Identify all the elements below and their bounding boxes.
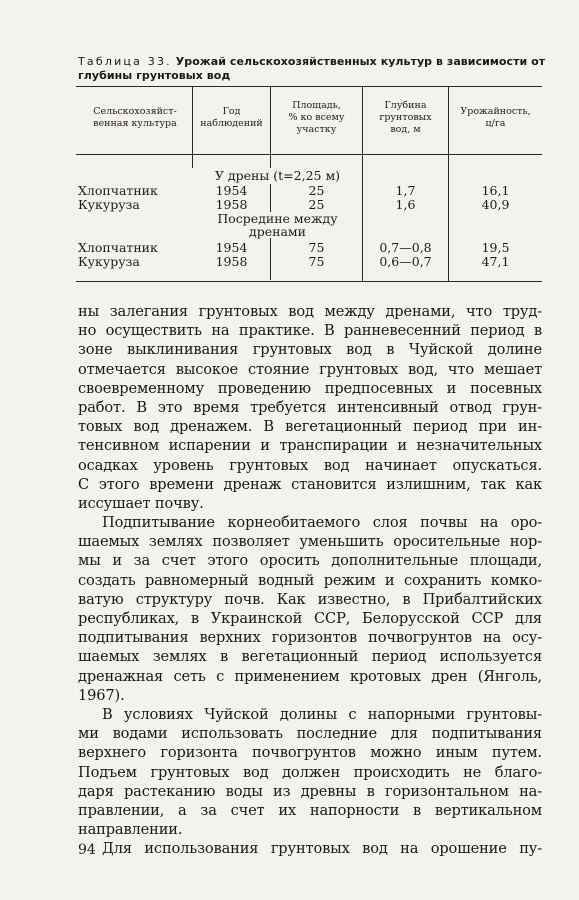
text-line: иссушает почву. <box>78 494 204 512</box>
group-label-cont: дренами <box>249 224 306 239</box>
table-cell-year: 1954 <box>215 240 248 255</box>
text-line: В условиях Чуйской долины с напорными грунтовы- <box>102 705 542 723</box>
text-line: Подъем грунтовых вод должен происходить не благо- <box>78 763 542 781</box>
header-crop <box>78 106 192 130</box>
header-yield-line: ц/га <box>485 118 506 129</box>
table-cell-yield: 47,1 <box>481 254 510 269</box>
table-cell-crop: Кукуруза <box>78 197 140 212</box>
table-caption-label: Таблица 33. <box>78 55 172 68</box>
table-cell-depth: 0,6—0,7 <box>379 254 432 269</box>
header-year-line: Год <box>222 106 241 117</box>
table-cell-yield: 16,1 <box>481 183 510 198</box>
text-line: Подпитывание корнеобитаемого слоя почвы на оро- <box>102 514 542 532</box>
text-line: ны залегания грунтовых вод между дренами, что труд- <box>78 303 542 320</box>
table-cell-year: 1958 <box>215 197 248 212</box>
text-line: дренажная сеть с применением кротовых дрен (Янголь, <box>78 667 542 685</box>
header-area-line: участку <box>296 124 337 135</box>
text-line: ватую структуру почв. Как известно, в Прибалтийских <box>78 590 542 608</box>
header-year-line: наблюдений <box>200 118 263 129</box>
text-line: ми водами использовать последние для подпитывания <box>78 725 542 743</box>
text-line: Для использования грунтовых вод на орошение пу- <box>102 840 542 858</box>
table-bottom-rule <box>76 281 542 282</box>
text-line: товых вод дренажем. В вегетационный период при ин- <box>78 418 542 436</box>
header-area <box>271 100 362 136</box>
text-line: шаемых землях в вегетационный период используется <box>78 648 542 666</box>
text-line: работ. В это время требуется интенсивный отвод грун- <box>78 398 542 416</box>
table-cell-area: 25 <box>308 197 325 212</box>
header-yield-line: Урожайность, <box>460 106 531 117</box>
header-depth-line: грунтовых <box>379 112 432 123</box>
text-line: республиках, в Украинской ССР, Белорусской ССР для <box>78 610 542 627</box>
text-line: но осуществить на практике. В ранневесенний период в <box>78 322 542 340</box>
header-crop-line: венная культура <box>93 118 177 129</box>
table-cell-crop: Хлопчатник <box>78 240 158 255</box>
table-cell-yield: 40,9 <box>481 197 510 212</box>
table-cell-area: 75 <box>308 254 325 269</box>
header-depth-line: вод, м <box>390 124 421 135</box>
text-line: 1967). <box>78 686 125 704</box>
header-yield <box>449 106 542 130</box>
text-line: даря растеканию воды из древны в горизонтальном на- <box>78 782 542 800</box>
body-text <box>78 302 542 858</box>
text-line: правлении, а за счет их напорности в вертикальном <box>78 801 542 819</box>
group-label: Посредине между <box>217 211 338 226</box>
text-line: шаемых землях позволяет уменьшить оросительные нор- <box>78 533 542 551</box>
table-cell-year: 1954 <box>215 183 248 198</box>
text-line: тенсивном испарении и транспирации и незначительных <box>78 437 542 455</box>
table-cell-year: 1958 <box>215 254 248 269</box>
group-label: У дрены (t=2,25 м) <box>214 168 341 183</box>
table-cell-yield: 19,5 <box>481 240 510 255</box>
page-number: 94 <box>78 842 96 858</box>
text-line: зоне выклинивания грунтовых вод в Чуйской долине <box>78 341 542 359</box>
table-top-rule <box>76 86 542 87</box>
table-caption-title: Урожай сельскохозяйственных культур в зависимости от глубины грунтовых вод <box>78 55 546 82</box>
text-line: создать равномерный водный режим и сохранить комко- <box>78 571 542 589</box>
table-cell-depth: 1,7 <box>395 183 416 198</box>
text-line: верхнего горизонта почвогрунтов можно иным путем. <box>78 744 542 762</box>
text-line: своевременному проведению предпосевных и посевных <box>78 379 542 397</box>
header-depth-line: Глубина <box>384 100 427 111</box>
body-separator <box>270 154 271 168</box>
header-year <box>193 106 270 130</box>
table-header-rule <box>76 154 542 155</box>
text-line: мы и за счет этого оросить дополнительные площади, <box>78 552 542 570</box>
header-area-line: Площадь, <box>292 100 341 111</box>
text-line: С этого времени дренаж становится излишним, так как <box>78 475 542 493</box>
text-line: осадках уровень грунтовых вод начинает опускаться. <box>78 456 542 474</box>
header-area-line: % ко всему <box>288 112 345 123</box>
body-separator <box>192 154 193 168</box>
table-cell-area: 75 <box>308 240 325 255</box>
table-cell-depth: 1,6 <box>395 197 416 212</box>
table-caption <box>78 55 548 83</box>
text-line: подпитывания верхних горизонтов почвогрунтов на осу- <box>78 629 542 647</box>
table-cell-crop: Хлопчатник <box>78 183 158 198</box>
header-crop-line: Сельскохозяйст- <box>93 106 177 117</box>
table-cell-crop: Кукуруза <box>78 254 140 269</box>
text-line: отмечается высокое стояние грунтовых вод, что мешает <box>78 360 542 378</box>
text-line: направлении. <box>78 821 183 839</box>
header-depth <box>363 100 448 136</box>
table-cell-area: 25 <box>308 183 325 198</box>
table-cell-depth: 0,7—0,8 <box>379 240 432 255</box>
